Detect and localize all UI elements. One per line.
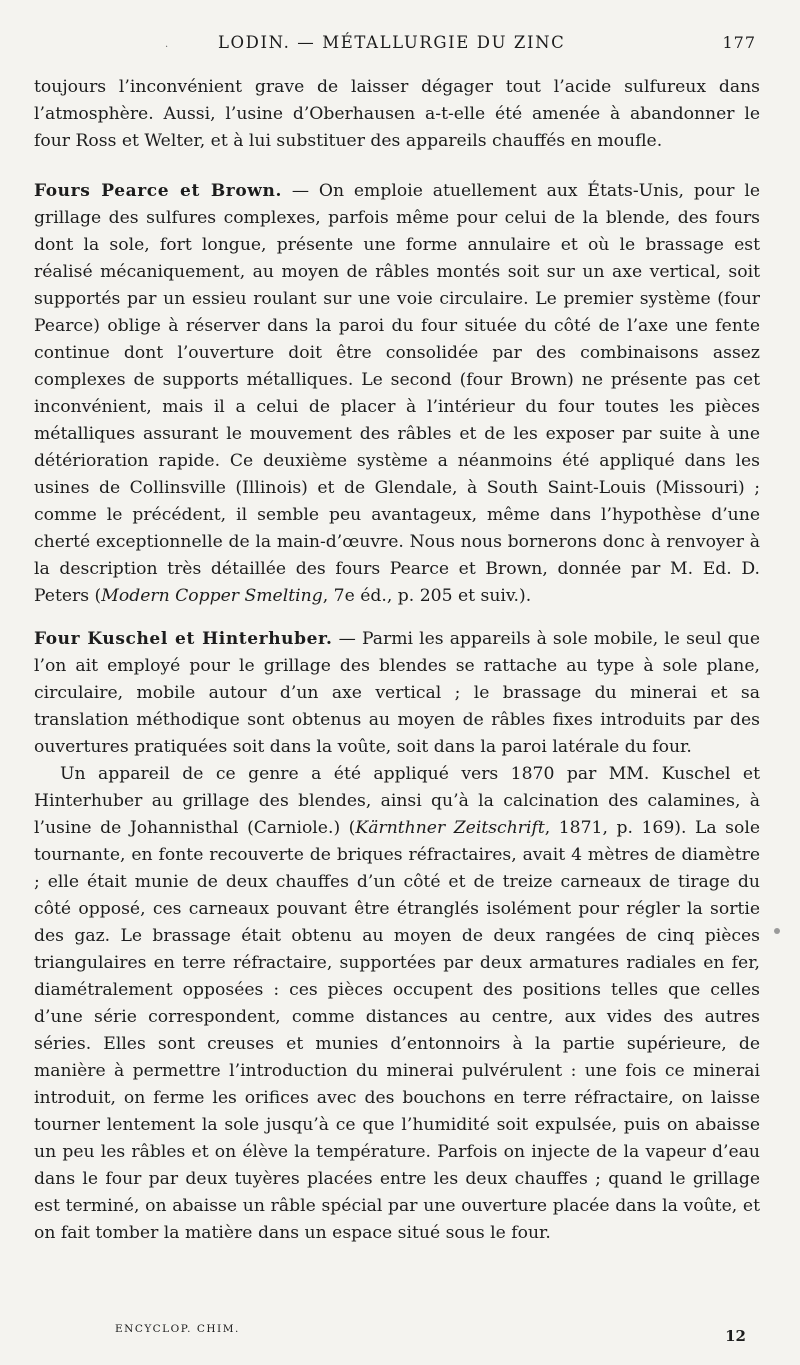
page-number: 177 xyxy=(722,33,756,52)
paragraph-continuation: toujours l’inconvénient grave de laisser dégager tout l’acide sulfureux dans l’atmosphère. Aussi, l’usine d’Oberhausen a-t-elle été amenée à abandonner le four Ross et Welter, et à lui substituer des appareils chauffés en moufle. xyxy=(34,77,760,151)
footer-signature: ENCYCLOP. CHIM. xyxy=(115,1323,240,1335)
paragraph-text: — On emploie atuellement aux États-Unis, pour le grillage des sulfures complexes, parfois même pour celui de la blende, des fours dont la sole, fort longue, présente une forme annulaire et où le brassage est réalisé mécaniquement, au moyen de râbles montés soit sur un axe vertical, soit supportés par un essieu roulant sur une voie circulaire. Le premier système (four Pearce) oblige à réserver dans la paroi du four située du côté de l’axe une fente continue dont l’ouverture doit être consolidée par des combinaisons assez complexes de supports métalliques. Le second (four Brown) ne présente pas cet inconvénient, mais il a celui de placer à l’intérieur du four toutes les pièces métalliques assurant le mouvement des râbles et de les exposer par suite à une détérioration rapide. Ce deuxième système a néanmoins été appliqué dans les usines de Collinsville (Illinois) et de Glendale, à South Saint-Louis (Missouri) ; comme le précédent, il semble peu avantageux, même dans l’hypothèse d’une cherté exceptionnelle de la main-d’œuvre. Nous nous bornerons donc à renvoyer à la description très détaillée des fours Pearce et Brown, donnée par M. Ed. D. Peters ( xyxy=(34,181,760,606)
paragraph-text: Un appareil de ce genre a été appliqué vers 1870 par MM. Kuschel et Hinterhuber au grillage des blendes, ainsi qu’à la calcination des calamines, à l’usine de Johannisthal (Carniole.) ( xyxy=(34,764,760,838)
paragraph-four-kuschel xyxy=(34,626,760,761)
page-header xyxy=(0,33,800,57)
section-heading-pearce-brown: Fours Pearce et Brown. xyxy=(34,181,282,201)
paragraph-appareil xyxy=(34,761,760,1247)
paragraph-text: — Parmi les appareils à sole mobile, le seul que l’on ait employé pour le grillage des blendes se rattache au type à sole plane, circulaire, mobile autour d’un axe vertical ; le brassage du minerai et sa translation méthodique sont obtenus au moyen de râbles fixes introduits par des ouvertures pratiquées soit dans la voûte, soit dans la paroi latérale du four. xyxy=(34,629,760,757)
running-head: LODIN. — MÉTALLURGIE DU ZINC xyxy=(218,33,566,52)
header-mark: . xyxy=(165,39,169,50)
page-body xyxy=(34,74,760,1247)
section-heading-kuschel-hinterhuber: Four Kuschel et Hinterhuber. xyxy=(34,629,333,649)
citation-title: Modern Copper Smelting xyxy=(101,586,323,606)
citation-details: , 7e éd., p. 205 et suiv.). xyxy=(322,586,532,606)
citation-title: Kärnthner Zeitschrift xyxy=(355,818,545,838)
margin-dot xyxy=(774,928,780,934)
paragraph-text-end: , 1871, p. 169). La sole tournante, en fonte recouverte de briques réfractaires, avait 4 mètres de diamètre ; elle était munie de deux chauffes d’un côté et de treize carneaux de tirage du côté opposé, ces carneaux pouvant être étranglés isolément pour régler la sortie des gaz. Le brassage était obtenu au moyen de deux rangées de cinq pièces triangulaires en terre réfractaire, supportées par deux armatures radiales en fer, diamétralement opposées : ces pièces occupent des positions telles que celles d’une série correspondent, comme distances au centre, aux vides des autres séries. Elles sont creuses et munies d’entonnoirs à la partie supérieure, de manière à permettre l’introduction du minerai pulvérulent : une fois ce minerai introduit, on ferme les orifices avec des bouchons en terre réfractaire, on laisse tourner lentement la sole jusqu’à ce que l’humidité soit expulsée, puis on abaisse un peu les râbles et on élève la température. Parfois on injecte de la vapeur d’eau dans le four par deux tuyères placées entre les deux chauffes ; quand le grillage est terminé, on abaisse un râble spécial par une ouverture placée dans la voûte, et on fait tomber la matière dans un espace situé sous le four. xyxy=(34,818,760,1243)
footer-sheet-number: 12 xyxy=(725,1327,746,1345)
paragraph-fours-pearce-brown xyxy=(34,178,760,610)
